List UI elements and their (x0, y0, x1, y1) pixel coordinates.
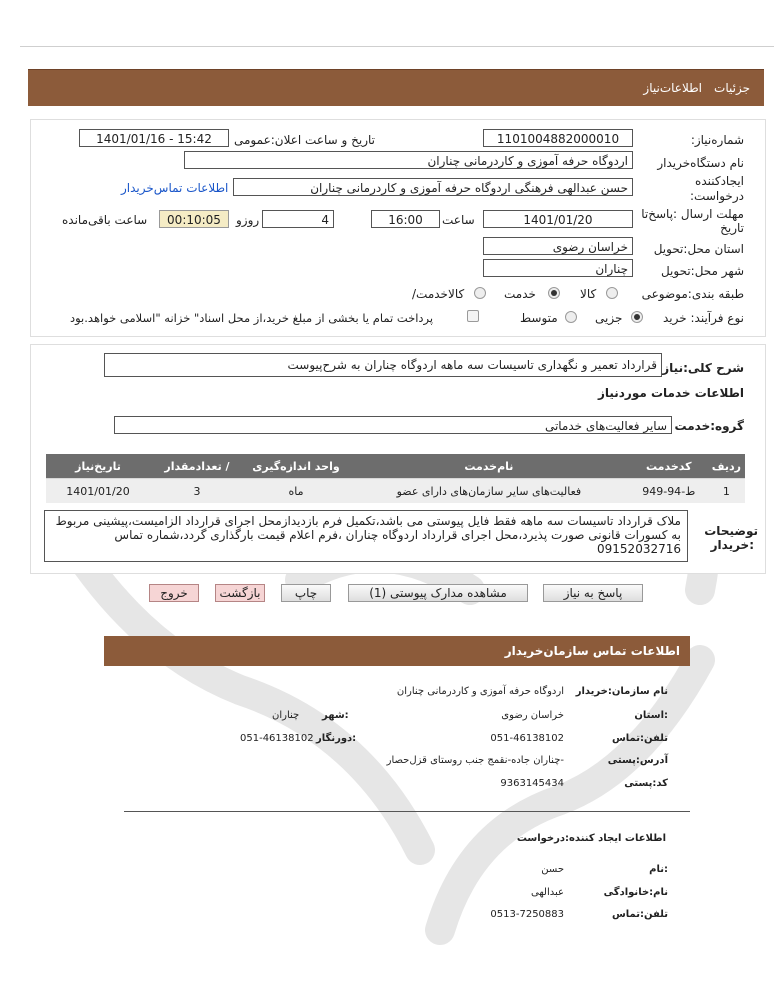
notes-label: توضیحات (704, 524, 758, 538)
contact-province: خراسان رضوی (501, 710, 564, 721)
services-title: اطلاعات خدمات موردنیاز (597, 386, 744, 400)
creator-family: عبدالهی (530, 887, 564, 898)
city-label: شهر محل:تحویل (660, 264, 744, 278)
col-row-number: ردیف (708, 454, 745, 479)
contact-province-label: :استان (634, 710, 668, 721)
payment-checkbox[interactable] (467, 310, 479, 322)
col-quantity: / تعدادمقدار (150, 454, 244, 479)
deadline-label: مهلت ارسال :پاسخ‌تا (641, 207, 744, 221)
summary-label: شرح کلی:نیاز (662, 361, 744, 375)
process-radio-medium[interactable] (565, 311, 577, 323)
creator-phone: 0513-7250883 (490, 909, 564, 920)
days-label: روزو (236, 213, 260, 227)
contact-address-label: آدرس:پستی (607, 755, 668, 766)
category-option-goods-service: کالاخدمت/ (412, 287, 465, 301)
view-attachments-button[interactable]: مشاهده مدارک پیوستی (1) (348, 584, 528, 602)
table-header-row (46, 454, 745, 479)
creator-name-label: :نام (649, 864, 668, 875)
payment-note: پرداخت تمام یا بخشی از مبلغ خرید،از محل اسناد" خزانه "اسلامی خواهد.بود (70, 311, 434, 325)
deadline-date-field: 1401/01/20 (483, 210, 633, 228)
exit-button[interactable]: خروج (149, 584, 199, 602)
category-radio-goods-service[interactable] (474, 287, 486, 299)
cell-unit: ماه (244, 479, 348, 504)
cell-quantity: 3 (150, 479, 244, 504)
back-button[interactable]: بازگشت (215, 584, 265, 602)
buyer-org-field: اردوگاه حرفه آموزی و کاردرمانی چناران (184, 151, 633, 169)
buyer-contact-title: اطلاعات تماس سازمان‌خریدار (504, 644, 680, 658)
col-unit: واحد اندازه‌گیری (244, 454, 348, 479)
deadline-time-label: ساعت (442, 213, 475, 227)
category-label: طبقه بندی:موضوعی (641, 287, 744, 301)
buyer-contact-link[interactable]: اطلاعات تماس‌خریدار (121, 181, 229, 195)
cell-need-date: 1401/01/20 (46, 479, 150, 504)
buyer-contact-header (104, 636, 690, 666)
need-number-field: 1101004882000010 (483, 129, 633, 147)
col-need-date: تاریخ‌نیاز (46, 454, 150, 479)
contact-org: اردوگاه حرفه آموزی و کاردرمانی چناران (396, 686, 564, 697)
category-option-service: خدمت (504, 287, 536, 301)
contact-fax: 051-46138102 (240, 733, 314, 744)
tab-details[interactable]: جزئیات (714, 81, 750, 95)
contact-divider (124, 811, 690, 812)
process-option-small: جزیی (595, 311, 623, 325)
process-radio-small[interactable] (631, 311, 643, 323)
creator-label-2: درخواست: (690, 189, 744, 203)
creator-info-title: اطلاعات ایجاد کننده:درخواست (516, 833, 666, 844)
contact-city: چناران (272, 710, 300, 721)
province-label: استان محل:تحویل (653, 242, 744, 256)
tab-need-info[interactable]: اطلاعات‌نیاز (643, 81, 702, 95)
process-option-medium: متوسط (520, 311, 558, 325)
contact-postal-label: کد:پستی (624, 778, 668, 789)
category-radio-goods[interactable] (606, 287, 618, 299)
buyer-notes-field: ملاک قرارداد تاسیسات سه ماهه فقط فایل پیوستی می باشد،تکمیل فرم بازدیدازمحل اجرای قرارداد الزامیست،پیشینی مربوط به کسورات قانونی صورت پذیرد،محل اجرای قرارداد اردوگاه چناران ،فرم اعلام قیمت بارگذاری گردد،شماره تماس 09152032716 (44, 510, 688, 562)
tab-bar (28, 69, 764, 106)
top-divider (20, 46, 774, 47)
services-table (46, 454, 745, 503)
contact-phone-label: تلفن:تماس (611, 733, 668, 744)
creator-field: حسن عبدالهی فرهنگی اردوگاه حرفه آموزی و کاردرمانی چناران (233, 178, 633, 196)
remaining-time-field: 00:10:05 (159, 210, 229, 228)
remaining-label: ساعت باقی‌مانده (62, 213, 148, 227)
province-field: خراسان رضوی (483, 237, 633, 255)
col-service-code: کدخدمت (630, 454, 708, 479)
buyer-org-label: نام دستگاه‌خریدار (657, 156, 744, 170)
process-label: نوع فرآیند: خرید (663, 311, 744, 325)
creator-family-label: نام:خانوادگی (603, 887, 668, 898)
notes-label-2: :خریدار (710, 538, 754, 552)
creator-label: ایجادکننده (695, 174, 744, 188)
contact-fax-label: :دورنگار (316, 733, 357, 744)
group-label: گروه:خدمت (674, 419, 744, 433)
cell-service-name: فعالیت‌های سایر سازمان‌های دارای عضو (348, 479, 630, 504)
cell-row-number: 1 (708, 479, 745, 504)
creator-name: حسن (541, 864, 564, 875)
city-field: چناران (483, 259, 633, 277)
creator-phone-label: تلفن:تماس (611, 909, 668, 920)
announce-date-field: 1401/01/16 - 15:42 (79, 129, 229, 147)
contact-org-label: نام سازمان:خریدار (575, 686, 668, 697)
category-radio-service[interactable] (548, 287, 560, 299)
deadline-label-2: تاریخ (720, 221, 744, 235)
reply-button[interactable]: پاسخ به نیاز (543, 584, 643, 602)
contact-postal: 9363145434 (500, 778, 564, 789)
col-service-name: نام‌خدمت (348, 454, 630, 479)
contact-phone: 051-46138102 (490, 733, 564, 744)
table-row (46, 479, 745, 504)
contact-city-label: :شهر (322, 710, 349, 721)
contact-address: -چناران جاده-نقمج جنب روستای قزل‌حصار (386, 755, 564, 766)
print-button[interactable]: چاپ (281, 584, 331, 602)
days-field: 4 (262, 210, 334, 228)
need-number-label: شماره‌نیاز: (690, 133, 744, 147)
category-option-goods: کالا (580, 287, 597, 301)
cell-service-code: ط-94-949 (630, 479, 708, 504)
announce-label: تاریخ و ساعت اعلان:عمومی (234, 133, 376, 147)
deadline-time-field: 16:00 (371, 210, 440, 228)
summary-field: قرارداد تعمیر و نگهداری تاسیسات سه ماهه اردوگاه چناران به شرح‌پیوست (104, 353, 662, 377)
group-field: سایر فعالیت‌های خدماتی (114, 416, 672, 434)
